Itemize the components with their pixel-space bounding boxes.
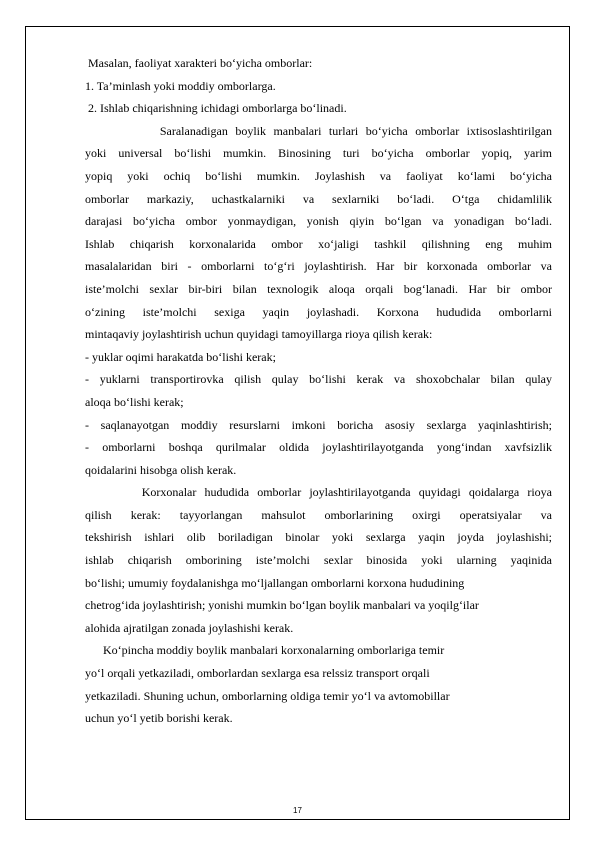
text-line: iste’molchi sexlar bir-biri bilan texnologik aloqa orqali bog‘lanadi. Har bir ombor bbox=[85, 281, 552, 296]
text-line: Masalan, faoliyat xarakteri bo‘yicha omborlar: bbox=[85, 56, 313, 70]
text-line: Saralanadigan boylik manbalari turlari bo‘yicha omborlar ixtisoslashtirilgan bbox=[85, 123, 553, 138]
text-line: yetkaziladi. Shuning uchun, omborlarning oldiga temir yo‘l va avtomobillar bbox=[85, 688, 450, 703]
text-line: yopiq yoki ochiq bo‘lishi mumkin. Joylashish va faoliyat ko‘lami bo‘yicha bbox=[85, 168, 552, 183]
text-line: - saqlanayotgan moddiy resurslarni imkoni boricha asosiy sexlarga yaqinlashtirish; bbox=[85, 417, 552, 432]
text-line: yoki universal bo‘lishi mumkin. Binosining turi bo‘yicha omborlar yopiq, yarim bbox=[85, 146, 552, 161]
text-line: masalalaridan biri - omborlarni to‘g‘ri joylashtirish. Har bir korxonada omborlar va bbox=[85, 259, 552, 274]
document-body bbox=[85, 52, 552, 730]
text-line: 1. Ta’minlash yoki moddiy omborlarga. bbox=[85, 78, 276, 93]
text-line: chetrog‘ida joylashtirish; yonishi mumkin bo‘lgan boylik manbalari va yoqilg‘ilar bbox=[85, 598, 479, 613]
text-line: o‘zining iste’molchi sexiga yaqin joylashadi. Korxona hududida omborlarni bbox=[85, 304, 552, 319]
text-line: - yuklar oqimi harakatda bo‘lishi kerak; bbox=[85, 349, 276, 364]
text-line: mintaqaviy joylashtirish uchun quyidagi tamoyillarga rioya qilish kerak: bbox=[85, 327, 433, 342]
text-line: - yuklarni transportirovka qilish qulay bo‘lishi kerak va shoxobchalar bilan qulay bbox=[85, 372, 552, 387]
text-line: bo‘lishi; umumiy foydalanishga mo‘ljallangan omborlarni korxona hududining bbox=[85, 575, 465, 590]
text-line: tekshirish ishlari olib boriladigan binolar yoki sexlarga yaqin joyda joylashishi; bbox=[85, 530, 552, 545]
page-number: 17 bbox=[293, 806, 302, 815]
text-line: Ishlab chiqarish korxonalarida ombor xo‘jaligi tashkil qilishning eng muhim bbox=[85, 236, 552, 251]
text-line: qoidalarini hisobga olish kerak. bbox=[85, 462, 237, 477]
text-line: omborlar markaziy, uchastkalarniki va sexlarniki bo‘ladi. O‘tga chidamlilik bbox=[85, 191, 552, 206]
text-line: darajasi bo‘yicha ombor yonmaydigan, yonish qiyin bo‘lgan va yonadigan bo‘ladi. bbox=[85, 214, 552, 229]
text-line: - omborlarni boshqa qurilmalar oldida joylashtirilayotganda yong‘indan xavfsizlik bbox=[85, 440, 552, 455]
text-line: alohida ajratilgan zonada joylashishi kerak. bbox=[85, 620, 294, 635]
text-line: uchun yo‘l yetib borishi kerak. bbox=[85, 711, 233, 726]
text-line: ishlab chiqarish omborining iste’molchi sexlar binosida yoki ularning yaqinida bbox=[85, 553, 552, 568]
text-line: Ko‘pincha moddiy boylik manbalari korxonalarning omborlariga temir bbox=[85, 643, 445, 658]
text-line: aloqa bo‘lishi kerak; bbox=[85, 394, 184, 409]
text-line: qilish kerak: tayyorlangan mahsulot omborlarining oxirgi operatsiyalar va bbox=[85, 507, 552, 522]
text-line: Korxonalar hududida omborlar joylashtirilayotganda quyidagi qoidalarga rioya bbox=[85, 485, 553, 500]
text-line: 2. Ishlab chiqarishning ichidagi omborlarga bo‘linadi. bbox=[85, 101, 347, 116]
text-line: yo‘l orqali yetkaziladi, omborlardan sexlarga esa relssiz transport orqali bbox=[85, 666, 430, 681]
